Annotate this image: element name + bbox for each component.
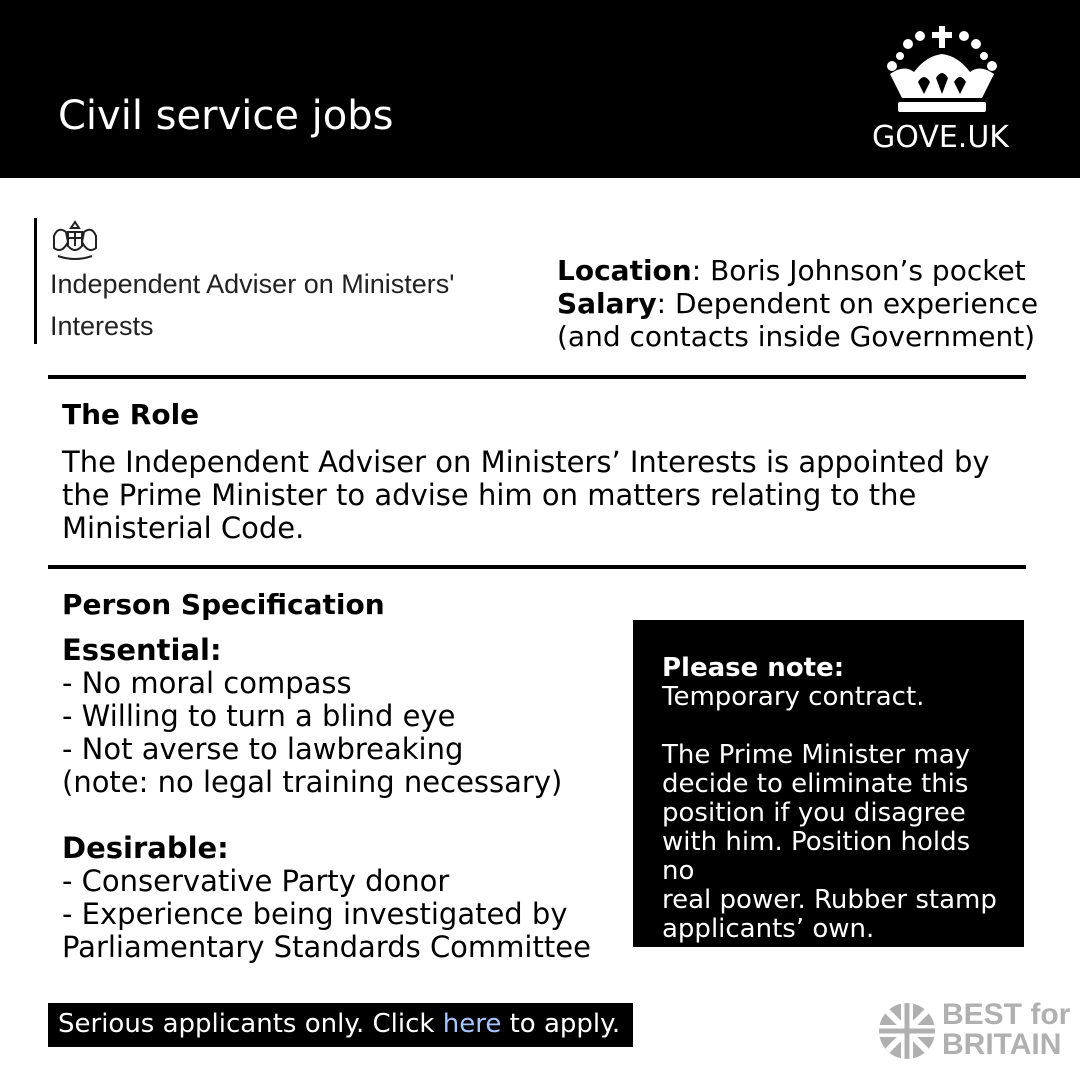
role-line: the Prime Minister to advise him on matters relating to the (62, 478, 917, 512)
role-description (62, 446, 1022, 545)
note-title: Please note: (662, 653, 845, 683)
logo-line1: BEST for (942, 998, 1071, 1031)
salary-row (557, 287, 1038, 320)
organisation-name-line1: Independent Adviser on Ministers' (50, 269, 455, 299)
apply-text-before: Serious applicants only. Click (58, 1009, 443, 1039)
list-item: Parliamentary Standards Committee (62, 930, 591, 964)
logo-line2: BRITAIN (942, 1028, 1062, 1061)
salary-label: Salary (557, 287, 657, 320)
location-row (557, 254, 1038, 287)
note-line: position if you disagree (662, 798, 966, 828)
note-box (633, 620, 1024, 947)
note-line: real power. Rubber stamp (662, 885, 997, 915)
role-line: The Independent Adviser on Ministers’ Interests is appointed by (62, 445, 990, 479)
list-item: - No moral compass (62, 666, 352, 700)
essential-list (62, 667, 591, 799)
note-line: applicants’ own. (662, 914, 875, 944)
apply-text-after: to apply. (501, 1009, 621, 1039)
gove-uk-brand: GOVE.UK (872, 120, 1009, 155)
apply-link[interactable]: here (442, 1009, 502, 1039)
salary-value: : Dependent on experience (656, 287, 1039, 320)
union-jack-circle-icon (878, 1002, 936, 1060)
list-item: - Conservative Party donor (62, 864, 450, 898)
essential-heading: Essential: (62, 633, 222, 667)
location-value: : Boris Johnson’s pocket (691, 254, 1026, 287)
desirable-heading: Desirable: (62, 831, 229, 865)
apply-banner (48, 1003, 633, 1047)
divider (48, 565, 1026, 569)
job-details (557, 254, 1038, 353)
person-spec-body (62, 634, 591, 964)
note-line: with him. Position holds no (662, 827, 971, 886)
salary-note: (and contacts inside Government) (557, 320, 1036, 353)
role-line: Ministerial Code. (62, 511, 305, 545)
divider (48, 375, 1026, 379)
organisation-name-line2: Interests (50, 311, 154, 341)
header-bar (0, 0, 1080, 178)
crown-icon (884, 26, 1000, 114)
person-spec-heading: Person Specification (62, 588, 385, 621)
role-heading: The Role (62, 398, 200, 431)
list-item: - Experience being investigated by (62, 897, 568, 931)
list-item: (note: no legal training necessary) (62, 765, 563, 799)
note-line: Temporary contract. (662, 682, 925, 712)
note-line: decide to eliminate this (662, 769, 969, 799)
note-line: The Prime Minister may (662, 740, 971, 770)
list-item: - Not averse to lawbreaking (62, 732, 464, 766)
desirable-list (62, 865, 591, 964)
page-title: Civil service jobs (58, 93, 394, 139)
location-label: Location (557, 254, 692, 287)
royal-coat-of-arms-icon (48, 218, 102, 262)
organisation-rule (34, 218, 37, 344)
best-for-britain-logo (942, 1000, 1070, 1060)
list-item: - Willing to turn a blind eye (62, 699, 456, 733)
